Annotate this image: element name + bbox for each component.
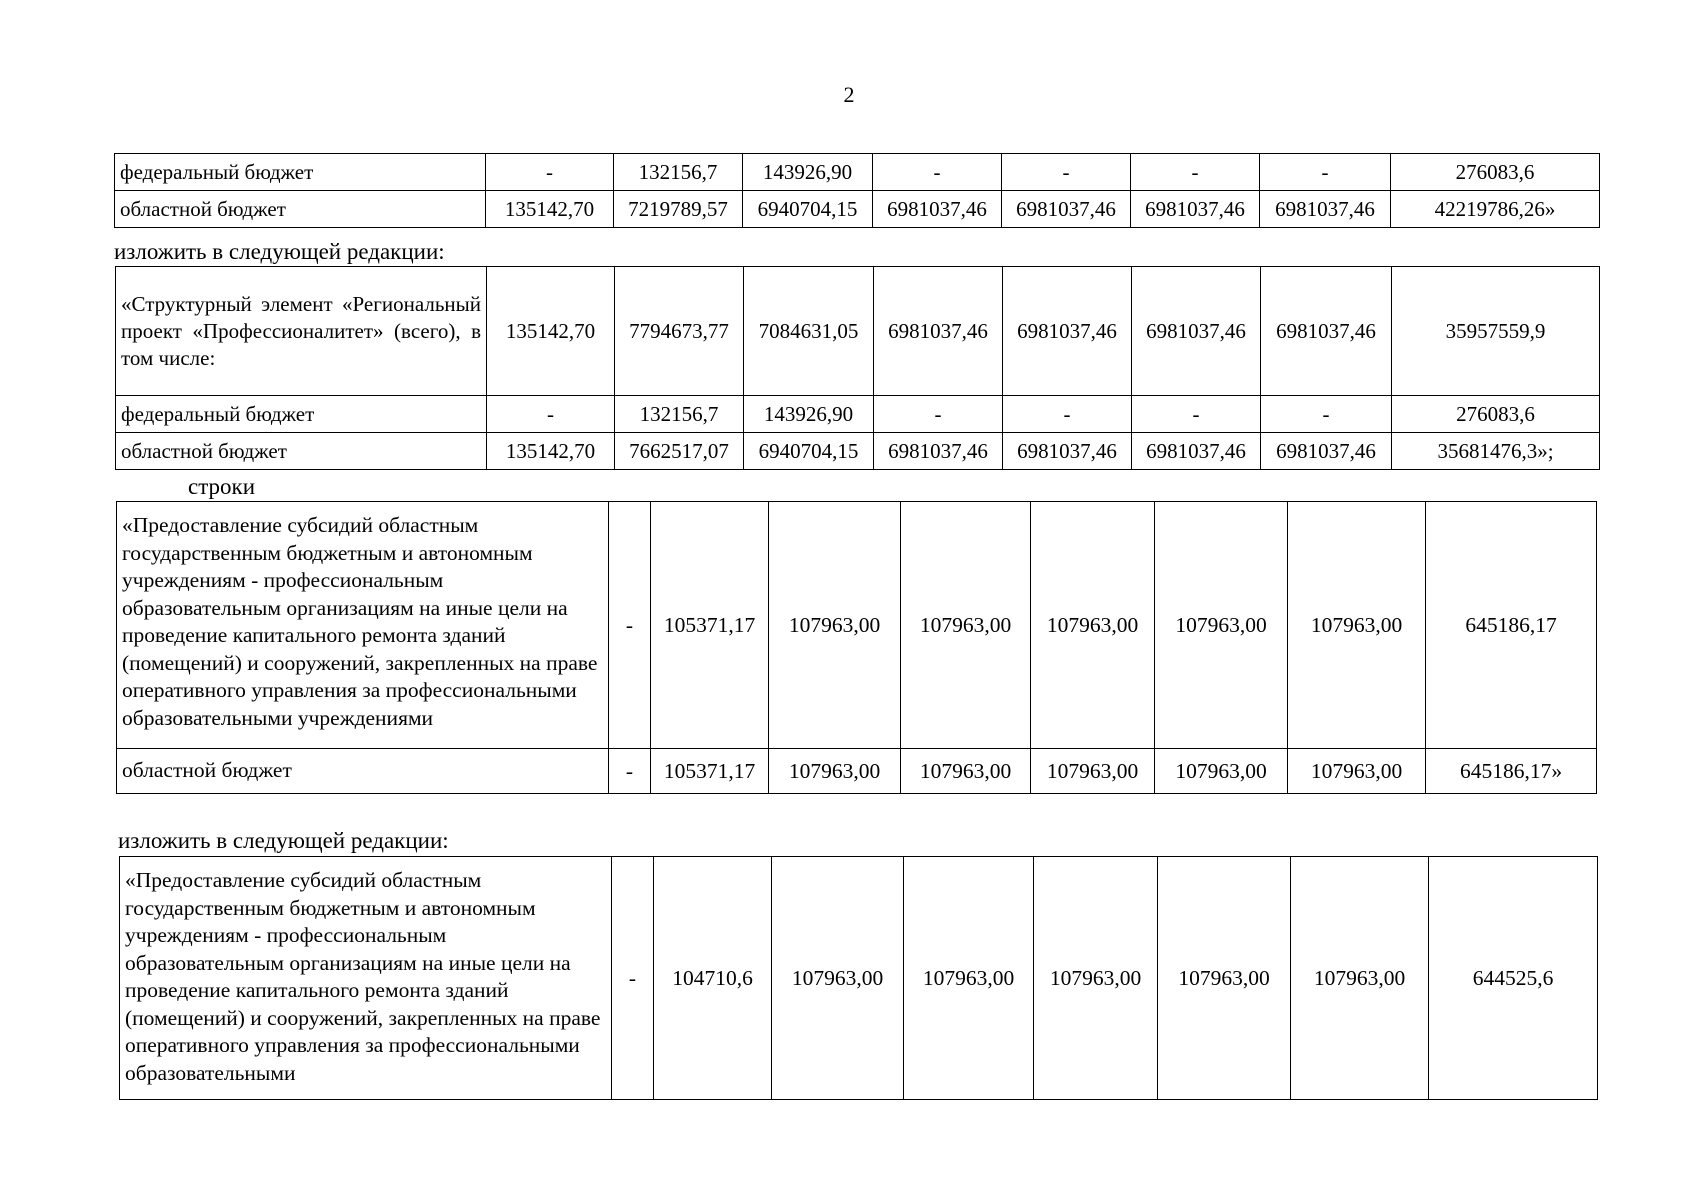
cell-value: - <box>1003 396 1132 433</box>
cell-total: 35957559,9 <box>1392 267 1600 396</box>
cell-total: 645186,17 <box>1426 502 1597 749</box>
caption-new-edition: изложить в следующей редакции: <box>118 828 449 853</box>
cell-value: 107963,00 <box>1034 857 1158 1100</box>
table-row <box>116 433 1600 470</box>
cell-value: - <box>1261 396 1392 433</box>
cell-value: 132156,7 <box>615 396 744 433</box>
row-label: федеральный бюджет <box>115 154 486 191</box>
cell-value: 107963,00 <box>1031 749 1155 794</box>
cell-value: 132156,7 <box>614 154 743 191</box>
cell-value: 6981037,46 <box>1132 433 1261 470</box>
row-label: федеральный бюджет <box>116 396 487 433</box>
table-row <box>117 749 1597 794</box>
table-row <box>115 191 1600 228</box>
cell-value: 107963,00 <box>1158 857 1291 1100</box>
cell-value: 6981037,46 <box>1132 267 1261 396</box>
cell-value: 6981037,46 <box>1260 191 1391 228</box>
cell-value: 107963,00 <box>901 749 1031 794</box>
cell-value: 107963,00 <box>904 857 1034 1100</box>
cell-value: 6981037,46 <box>1261 433 1392 470</box>
cell-total: 644525,6 <box>1429 857 1598 1100</box>
cell-value: 107963,00 <box>1288 502 1426 749</box>
cell-value: 107963,00 <box>772 857 904 1100</box>
table-new-budget <box>115 266 1600 470</box>
cell-total: 276083,6 <box>1391 154 1600 191</box>
cell-value: - <box>1132 396 1261 433</box>
cell-value: 6981037,46 <box>1261 267 1392 396</box>
cell-value: 143926,90 <box>743 154 873 191</box>
table-row <box>117 502 1597 749</box>
table-old-budget <box>114 153 1600 228</box>
cell-value: 107963,00 <box>1155 749 1288 794</box>
row-label: областной бюджет <box>116 433 487 470</box>
cell-value: 105371,17 <box>651 749 769 794</box>
cell-value: 7794673,77 <box>615 267 744 396</box>
cell-value: 6981037,46 <box>1131 191 1260 228</box>
cell-value: 107963,00 <box>901 502 1031 749</box>
row-label: «Структурный элемент «Региональный проект «Профессионалитет» (всего), в том числе: <box>116 267 487 396</box>
cell-value: 6981037,46 <box>1002 191 1131 228</box>
cell-value: 107963,00 <box>1291 857 1429 1100</box>
cell-value: - <box>486 154 614 191</box>
cell-value: 105371,17 <box>651 502 769 749</box>
cell-value: - <box>873 154 1002 191</box>
cell-value: 107963,00 <box>769 502 901 749</box>
cell-value: 6940704,15 <box>744 433 874 470</box>
table-row <box>116 267 1600 396</box>
cell-value: 107963,00 <box>1031 502 1155 749</box>
table-row <box>120 857 1598 1100</box>
table-row <box>116 396 1600 433</box>
cell-value: 6981037,46 <box>874 267 1003 396</box>
cell-total: 645186,17» <box>1426 749 1597 794</box>
caption-new-edition: изложить в следующей редакции: <box>114 239 445 264</box>
cell-value: 104710,6 <box>654 857 772 1100</box>
cell-value: - <box>1131 154 1260 191</box>
cell-value: - <box>612 857 654 1100</box>
table-row <box>115 154 1600 191</box>
cell-value: 6940704,15 <box>743 191 873 228</box>
cell-value: 135142,70 <box>487 433 615 470</box>
cell-value: - <box>609 502 651 749</box>
cell-value: 7084631,05 <box>744 267 874 396</box>
cell-value: - <box>1260 154 1391 191</box>
cell-value: 6981037,46 <box>1003 433 1132 470</box>
cell-total: 42219786,26» <box>1391 191 1600 228</box>
cell-value: 107963,00 <box>1288 749 1426 794</box>
row-label: областной бюджет <box>115 191 486 228</box>
cell-value: 107963,00 <box>1155 502 1288 749</box>
table-old-subsidy <box>116 501 1597 794</box>
cell-value: - <box>609 749 651 794</box>
cell-value: - <box>1002 154 1131 191</box>
cell-value: 7662517,07 <box>615 433 744 470</box>
cell-value: 135142,70 <box>486 191 614 228</box>
cell-value: 135142,70 <box>487 267 615 396</box>
cell-value: 107963,00 <box>769 749 901 794</box>
cell-value: 143926,90 <box>744 396 874 433</box>
cell-value: 6981037,46 <box>874 433 1003 470</box>
page-number: 2 <box>843 82 855 107</box>
row-label: «Предоставление субсидий областным государственным бюджетным и автономным учреждениям - профессиональным образовательным организациям на иные цели на проведение капитального ремонта зданий (помещений) и сооружений, закрепленных на праве оперативного управления за профессиональными образовательными учреждениями <box>117 502 609 749</box>
row-label: «Предоставление субсидий областным государственным бюджетным и автономным учреждениям - профессиональным образовательным организациям на иные цели на проведение капитального ремонта зданий (помещений) и сооружений, закрепленных на праве оперативного управления за профессиональными образовательными <box>120 857 612 1100</box>
cell-total: 276083,6 <box>1392 396 1600 433</box>
cell-value: 6981037,46 <box>873 191 1002 228</box>
cell-value: 7219789,57 <box>614 191 743 228</box>
cell-value: - <box>487 396 615 433</box>
caption-rows: строки <box>188 474 256 499</box>
cell-value: - <box>874 396 1003 433</box>
row-label: областной бюджет <box>117 749 609 794</box>
cell-total: 35681476,3»; <box>1392 433 1600 470</box>
cell-value: 6981037,46 <box>1003 267 1132 396</box>
table-new-subsidy <box>119 856 1598 1100</box>
